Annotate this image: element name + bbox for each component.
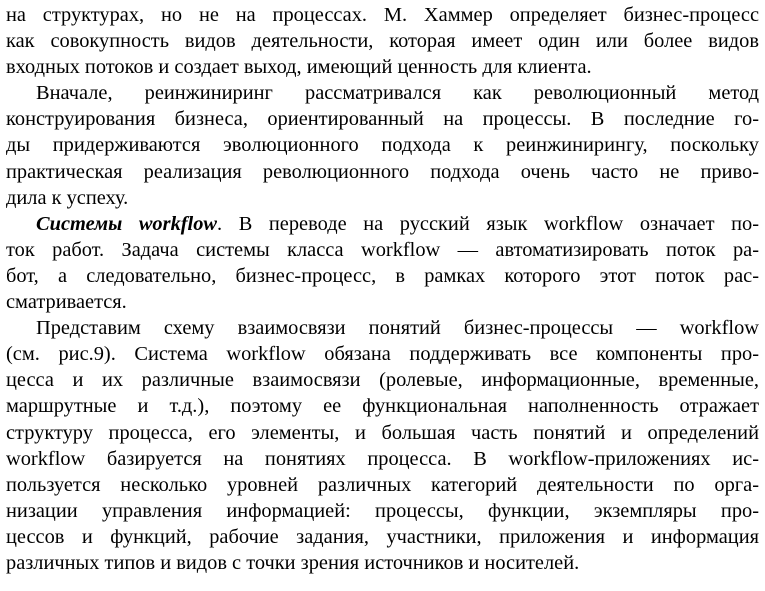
text-line: [6, 211, 759, 237]
text-line: структуру процесса, его элементы, и большая часть понятий и определений: [6, 421, 759, 444]
text-line: пользуется несколько уровней различных категорий деятельности по орга-: [6, 473, 759, 496]
text-line: маршрутные и т.д.), поэтому ее функциональная наполненность отражает: [6, 395, 759, 418]
paragraph-reengineering: [6, 80, 759, 210]
text-line: как совокупность видов деятельности, которая имеет один или более видов: [6, 30, 759, 53]
paragraph-workflow-systems: [6, 211, 759, 315]
text-line: Вначале, реинжиниринг рассматривался как революционный метод: [36, 82, 759, 105]
text-line: входных потоков и создает выход, имеющий ценность для клиента.: [6, 56, 592, 79]
text-line: практическая реализация революционного подхода очень часто не приво-: [6, 160, 759, 183]
text-line: цесса и их различные взаимосвязи (ролевые, информационные, временные,: [6, 369, 759, 392]
term-workflow-systems: Системы workflow: [36, 212, 218, 235]
text-line: конструирования бизнеса, ориентированный на процессы. В последние го-: [6, 108, 759, 131]
text-line: бот, а следовательно, бизнес-процесс, в рамках которого этот поток рас-: [6, 264, 759, 287]
paragraph-hammer-definition: [6, 2, 759, 80]
text-line: ток работ. Задача системы класса workflow — автоматизировать поток ра-: [6, 238, 759, 261]
text-line: workflow базируется на понятиях процесса. В workflow-приложениях ис-: [6, 447, 759, 470]
text-line: низации управления информацией: процессы, функции, экземпляры про-: [6, 499, 759, 522]
text-line: различных типов и видов с точки зрения источников и носителей.: [6, 551, 580, 574]
text-line: ды придерживаются эволюционного подхода к реинжинирингу, поскольку: [6, 134, 759, 157]
text-line: Представим схему взаимосвязи понятий бизнес-процессы — workflow: [36, 317, 759, 340]
text-line: дила к успеху.: [6, 186, 129, 209]
text-line: на структурах, но не на процессах. М. Хаммер определяет бизнес-процесс: [6, 4, 759, 26]
paragraph-process-workflow-relation: [6, 315, 759, 576]
text-fragment: . В переводе на русский язык workflow означает по-: [217, 212, 759, 235]
text-line: сматривается.: [6, 291, 127, 314]
text-line: цессов и функций, рабочие задания, участники, приложения и информация: [6, 525, 759, 548]
text-line: (см. рис.9). Система workflow обязана поддерживать все компоненты про-: [6, 343, 759, 366]
